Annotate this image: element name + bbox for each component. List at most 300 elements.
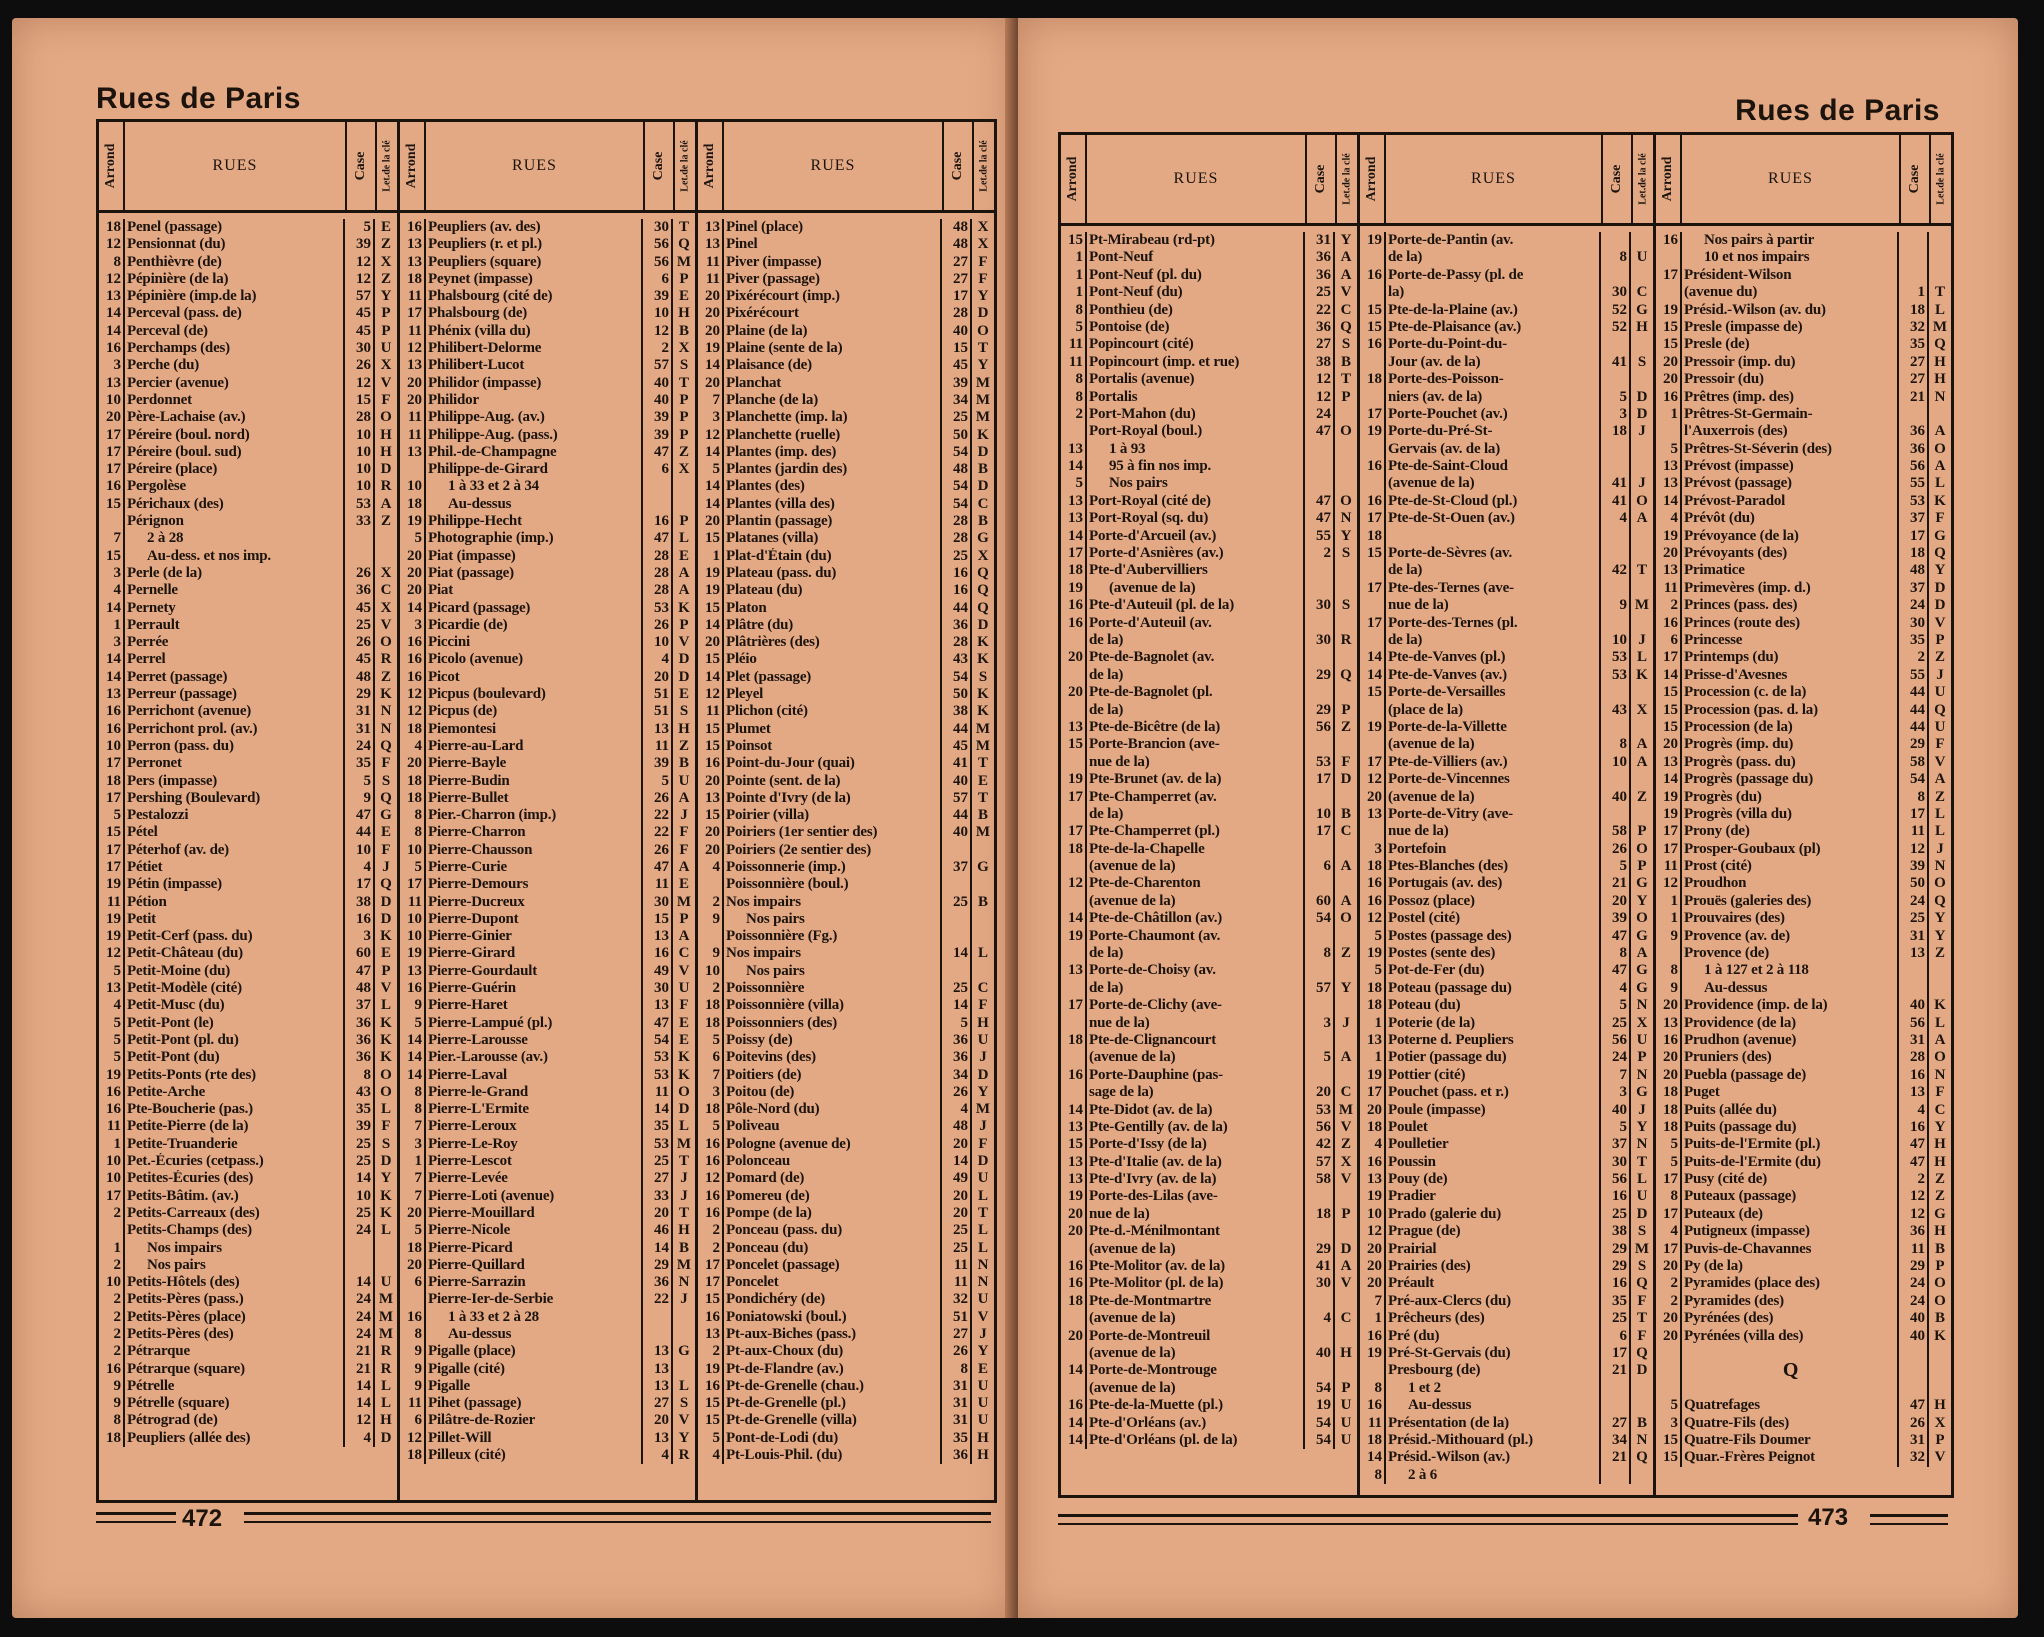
street-row xyxy=(1656,1293,1951,1310)
case-number: 8 xyxy=(1601,736,1631,753)
street-row xyxy=(1656,997,1951,1014)
arrondissement: 13 xyxy=(1367,1171,1382,1188)
case-number: 14 xyxy=(345,1274,375,1291)
street-name: Phalsbourg (de) xyxy=(424,305,643,322)
street-name: Pte-de-Bicêtre (de la) xyxy=(1085,719,1305,736)
street-name: Pot-de-Fer (du) xyxy=(1384,962,1601,979)
case-number: 22 xyxy=(643,824,673,841)
street-name: Porte-d'Arcueil (av.) xyxy=(1085,528,1305,545)
street-row xyxy=(1061,928,1357,945)
key-letter xyxy=(1929,980,1951,997)
key-letter: T xyxy=(1636,562,1647,579)
street-row xyxy=(1360,980,1653,997)
street-row xyxy=(1360,754,1653,771)
street-name: (avenue de la) xyxy=(1384,789,1601,806)
key-letter: B xyxy=(1340,353,1351,370)
key-letter: M xyxy=(676,1256,692,1273)
key-letter: Q xyxy=(977,582,989,599)
case-label: Case xyxy=(1313,164,1328,194)
arrondissement: 4 xyxy=(712,858,720,875)
street-name: Au-dessus xyxy=(424,496,643,513)
street-name: Pierre-Girard xyxy=(424,945,643,962)
case-number: 44 xyxy=(942,807,972,824)
street-row xyxy=(1061,736,1357,753)
case-number: 28 xyxy=(942,305,972,322)
key-letter xyxy=(972,911,994,928)
street-name: Plet (passage) xyxy=(722,669,942,686)
street-row xyxy=(1360,354,1653,371)
case-number: 49 xyxy=(942,1170,972,1187)
key-letter: S xyxy=(1341,597,1351,614)
street-row xyxy=(400,842,695,859)
arrondissement: 13 xyxy=(1068,492,1083,509)
arrond-header xyxy=(1061,135,1085,223)
arrondissement: 4 xyxy=(712,1447,720,1464)
street-row xyxy=(1061,789,1357,806)
street-name: Pier.-Charron (imp.) xyxy=(424,807,643,824)
key-letter: P xyxy=(381,305,391,322)
case-number: 48 xyxy=(345,669,375,686)
key-letter xyxy=(1631,615,1653,632)
case-number: 52 xyxy=(1601,319,1631,336)
case-number: 41 xyxy=(1305,1258,1335,1275)
key-letter: U xyxy=(380,340,392,357)
arrondissement xyxy=(1061,1380,1085,1397)
case-number: 16 xyxy=(942,582,972,599)
street-name: Pétrelle xyxy=(123,1378,345,1395)
case-number: 17 xyxy=(1305,823,1335,840)
case-number: 45 xyxy=(942,738,972,755)
arrondissement: 16 xyxy=(1068,597,1083,614)
key-letter: P xyxy=(679,270,689,287)
arrondissement: 8 xyxy=(414,1326,422,1342)
arrondissement: 17 xyxy=(1367,1084,1382,1101)
street-row xyxy=(400,738,695,755)
arrondissement: 17 xyxy=(1068,545,1083,562)
key-letter: H xyxy=(977,1429,989,1446)
street-row xyxy=(99,928,397,945)
street-row xyxy=(400,617,695,634)
key-letter: U xyxy=(1636,1188,1648,1205)
key-letter: A xyxy=(678,858,690,875)
arrondissement: 14 xyxy=(407,1066,422,1083)
street-row xyxy=(1360,1223,1653,1240)
case-number: 3 xyxy=(1305,1015,1335,1032)
case-number: 21 xyxy=(1601,1362,1631,1379)
arrondissement: 17 xyxy=(1663,840,1678,857)
street-name: Procession (c. de la) xyxy=(1680,684,1899,701)
case-number xyxy=(1601,580,1631,597)
case-number: 31 xyxy=(345,721,375,738)
case-number: 35 xyxy=(643,1118,673,1135)
street-name: nue de la) xyxy=(1085,1015,1305,1032)
arrondissement: 16 xyxy=(1068,1397,1083,1414)
street-row xyxy=(99,305,397,322)
case-number: 16 xyxy=(345,911,375,928)
arrondissement: 2 xyxy=(113,1343,121,1360)
key-letter: J xyxy=(1638,1101,1646,1118)
case-number: 58 xyxy=(1305,1171,1335,1188)
arrondissement: 20 xyxy=(407,1204,422,1221)
street-row xyxy=(400,1309,695,1326)
case-number xyxy=(942,928,972,945)
key-letter: X xyxy=(380,564,392,581)
street-name: Pigalle (cité) xyxy=(424,1361,643,1378)
street-name: 2 à 6 xyxy=(1384,1467,1601,1484)
street-name: Pierre-Guérin xyxy=(424,980,643,997)
street-name: Peupliers (allée des) xyxy=(123,1430,345,1447)
key-letter: J xyxy=(1342,1014,1350,1031)
street-row xyxy=(1360,1136,1653,1153)
key-letter: Y xyxy=(1340,527,1352,544)
street-name: (avenue de la) xyxy=(1085,893,1305,910)
key-letter: A xyxy=(1340,892,1352,909)
arrondissement: 15 xyxy=(1068,736,1083,753)
street-name: (avenue de la) xyxy=(1085,1310,1305,1327)
key-letter: H xyxy=(1340,1345,1352,1361)
street-row xyxy=(1360,789,1653,806)
street-row xyxy=(99,859,397,876)
street-row xyxy=(99,1049,397,1066)
case-number: 16 xyxy=(643,513,673,530)
case-number: 47 xyxy=(1899,1154,1929,1171)
case-number: 17 xyxy=(1601,1345,1631,1362)
arrondissement: 19 xyxy=(1663,805,1678,822)
column-header xyxy=(698,122,994,213)
arrondissement: 20 xyxy=(407,1256,422,1273)
case-number: 5 xyxy=(1601,1119,1631,1136)
street-name: Petit-Pont (pl. du) xyxy=(123,1032,345,1049)
street-name: Pointe d'Ivry (de la) xyxy=(722,790,942,807)
key-letter: Q xyxy=(977,564,989,581)
street-name: Plichon (cité) xyxy=(722,703,942,720)
street-row xyxy=(99,219,397,236)
street-row xyxy=(1656,1397,1951,1414)
case-number xyxy=(345,1240,375,1257)
case-number: 27 xyxy=(942,254,972,271)
street-row xyxy=(400,824,695,841)
arrondissement: 13 xyxy=(407,357,422,374)
key-letter: H xyxy=(1934,1153,1946,1170)
street-name: Peupliers (r. et pl.) xyxy=(424,236,643,253)
arrondissement: 3 xyxy=(1374,840,1382,857)
arrondissement: 18 xyxy=(1663,1118,1678,1135)
case-number: 31 xyxy=(942,1378,972,1395)
street-row xyxy=(1360,841,1653,858)
case-number: 47 xyxy=(345,963,375,980)
street-row xyxy=(400,305,695,322)
arrondissement: 11 xyxy=(106,893,121,910)
case-number: 24 xyxy=(345,1291,375,1308)
street-name: de la) xyxy=(1085,702,1305,719)
street-name: Pusy (cité de) xyxy=(1680,1171,1899,1188)
case-number: 26 xyxy=(1899,1415,1929,1432)
street-row xyxy=(1656,302,1951,319)
street-name: Petite-Arche xyxy=(123,1084,345,1101)
street-name: Pierre-Dupont xyxy=(424,911,643,928)
street-name: Plantes (jardin des) xyxy=(722,461,942,478)
case-number: 44 xyxy=(345,824,375,841)
street-row xyxy=(400,980,695,997)
case-number: 30 xyxy=(643,980,673,997)
key-letter: D xyxy=(977,478,989,495)
street-name: Photographie (imp.) xyxy=(424,530,643,547)
case-number: 12 xyxy=(1899,841,1929,858)
street-name: Perrel xyxy=(123,651,345,668)
street-name: Prêtres-St-Germain- xyxy=(1680,406,1899,423)
street-name: Perceval (pass. de) xyxy=(123,305,345,322)
arrondissement: 5 xyxy=(1670,1397,1678,1414)
key-letter xyxy=(1631,267,1653,284)
key-letter: K xyxy=(380,928,392,945)
lettre-label: Let.de la clé xyxy=(1637,153,1649,205)
arrondissement: 9 xyxy=(414,1360,422,1377)
street-name: Pouchet (pass. et r.) xyxy=(1384,1084,1601,1101)
arrondissement xyxy=(1656,423,1680,440)
key-letter: H xyxy=(380,443,392,460)
key-letter: Z xyxy=(1934,1171,1945,1188)
street-row xyxy=(698,478,994,495)
key-letter xyxy=(1335,441,1357,458)
arrondissement: 20 xyxy=(705,322,720,339)
street-row xyxy=(99,427,397,444)
key-letter xyxy=(1929,249,1951,266)
arrondissement: 20 xyxy=(1367,1275,1382,1292)
arrondissement: 16 xyxy=(407,1308,422,1325)
case-number: 39 xyxy=(1899,858,1929,875)
street-row xyxy=(400,288,695,305)
key-letter: U xyxy=(380,1274,392,1291)
arrondissement: 5 xyxy=(113,1014,121,1031)
street-name: Petits-Pères (place) xyxy=(123,1309,345,1326)
arrondissement: 7 xyxy=(414,1170,422,1187)
case-number: 40 xyxy=(1899,997,1929,1014)
key-letter: T xyxy=(977,1204,988,1221)
arrondissement: 5 xyxy=(712,1429,720,1446)
arrondissement: 7 xyxy=(113,530,121,547)
street-row xyxy=(1656,702,1951,719)
case-number xyxy=(1899,232,1929,249)
arrondissement: 9 xyxy=(1670,979,1678,996)
case-number: 36 xyxy=(345,1015,375,1032)
case-number xyxy=(942,876,972,893)
arrondissement: 14 xyxy=(407,599,422,616)
arrondissement: 1 xyxy=(414,1153,422,1170)
street-row xyxy=(400,1032,695,1049)
case-number: 24 xyxy=(1899,597,1929,614)
arrondissement: 5 xyxy=(712,461,720,478)
street-row xyxy=(698,1084,994,1101)
arrondissement xyxy=(1061,1310,1085,1327)
case-number: 11 xyxy=(942,1274,972,1291)
key-letter: P xyxy=(1935,631,1945,648)
arrondissement xyxy=(1360,632,1384,649)
case-number: 37 xyxy=(942,859,972,876)
arrondissement: 20 xyxy=(106,409,121,426)
arrondissement: 20 xyxy=(705,772,720,789)
street-row xyxy=(1656,754,1951,771)
key-letter: K xyxy=(1934,1327,1946,1344)
street-row xyxy=(1061,1084,1357,1101)
street-name: Pte-de-Saint-Cloud xyxy=(1384,458,1601,475)
street-name: Pte-des-Ternes (ave- xyxy=(1384,580,1601,597)
arrondissement: 15 xyxy=(106,547,121,564)
arrondissement: 19 xyxy=(1367,718,1382,735)
arrondissement: 2 xyxy=(113,1256,121,1273)
lettre-header xyxy=(375,122,397,210)
key-letter: Z xyxy=(678,737,689,754)
case-number: 25 xyxy=(942,980,972,997)
case-number: 27 xyxy=(942,271,972,288)
key-letter: H xyxy=(977,1014,989,1031)
street-row xyxy=(1360,510,1653,527)
street-row xyxy=(400,1118,695,1135)
key-letter: L xyxy=(380,1222,391,1239)
case-number: 25 xyxy=(1601,1310,1631,1327)
case-number: 16 xyxy=(643,945,673,962)
street-row xyxy=(1656,232,1951,249)
street-row xyxy=(1656,1206,1951,1223)
street-row xyxy=(698,911,994,928)
case-number xyxy=(1601,684,1631,701)
arrondissement: 9 xyxy=(113,1395,121,1412)
street-name: Pt-Louis-Phil. (du) xyxy=(722,1447,942,1464)
arrondissement: 13 xyxy=(106,686,121,703)
key-letter xyxy=(1631,1397,1653,1414)
street-name: Au-dessus xyxy=(1384,1397,1601,1414)
street-name: Penel (passage) xyxy=(123,219,345,236)
key-letter xyxy=(1335,1032,1357,1049)
case-number xyxy=(1601,232,1631,249)
key-letter: D xyxy=(380,910,392,927)
arrondissement: 13 xyxy=(705,1326,720,1342)
key-letter xyxy=(1335,562,1357,579)
key-letter: A xyxy=(678,564,690,581)
case-number: 26 xyxy=(345,565,375,582)
arrondissement: 19 xyxy=(705,340,720,357)
arrondissement: 6 xyxy=(414,1412,422,1429)
street-name: Petits-Bâtim. (av.) xyxy=(123,1188,345,1205)
street-row xyxy=(99,755,397,772)
street-row xyxy=(698,721,994,738)
arrondissement: 14 xyxy=(407,1031,422,1048)
arrondissement: 17 xyxy=(1068,823,1083,840)
street-row xyxy=(99,461,397,478)
arrondissement: 12 xyxy=(407,1429,422,1446)
case-number: 45 xyxy=(345,600,375,617)
street-row xyxy=(1656,1223,1951,1240)
key-letter: T xyxy=(977,789,988,806)
case-number: 17 xyxy=(1899,806,1929,823)
street-row xyxy=(99,617,397,634)
key-letter xyxy=(1631,719,1653,736)
street-name: Pte-Molitor (av. de la) xyxy=(1085,1258,1305,1275)
case-number: 25 xyxy=(345,1136,375,1153)
street-name: Poncelet (passage) xyxy=(722,1257,942,1274)
street-name: Pte-de-St-Cloud (pl.) xyxy=(1384,493,1601,510)
key-letter: P xyxy=(679,910,689,927)
arrondissement: 20 xyxy=(407,374,422,391)
arrondissement: 19 xyxy=(106,928,121,945)
street-name: Pte-Didot (av. de la) xyxy=(1085,1102,1305,1119)
arrondissement xyxy=(1360,597,1384,614)
street-name: Prévost (impasse) xyxy=(1680,458,1899,475)
street-row xyxy=(1360,423,1653,440)
key-letter xyxy=(972,876,994,893)
street-name: de la) xyxy=(1384,632,1601,649)
street-name: Au-dessus xyxy=(424,1326,643,1343)
arrondissement: 19 xyxy=(1367,1066,1382,1083)
case-number: 53 xyxy=(643,1067,673,1084)
street-row xyxy=(99,1136,397,1153)
street-name: Pierre-Chausson xyxy=(424,842,643,859)
street-row xyxy=(1360,302,1653,319)
key-letter: T xyxy=(977,755,988,772)
arrondissement: 5 xyxy=(414,530,422,547)
case-number: 30 xyxy=(1305,632,1335,649)
street-name: nue de la) xyxy=(1384,597,1601,614)
street-name: Pte-de-Vanves (pl.) xyxy=(1384,649,1601,666)
case-number: 19 xyxy=(1305,1397,1335,1414)
key-letter: P xyxy=(679,409,689,426)
street-row xyxy=(698,1032,994,1049)
key-letter xyxy=(1631,528,1653,545)
key-letter: U xyxy=(1934,718,1946,735)
key-letter: J xyxy=(979,1118,987,1135)
arrondissement: 20 xyxy=(1367,1258,1382,1275)
arrondissement: 4 xyxy=(414,737,422,754)
street-name: Poncelet xyxy=(722,1274,942,1291)
street-name: Q xyxy=(1680,1362,1899,1379)
case-number: 54 xyxy=(942,669,972,686)
street-name: Prairies (des) xyxy=(1384,1258,1601,1275)
street-row xyxy=(1061,1223,1357,1240)
case-number: 54 xyxy=(1305,910,1335,927)
case-number: 13 xyxy=(643,928,673,945)
key-letter: L xyxy=(1934,301,1945,318)
key-letter: D xyxy=(1636,405,1648,422)
case-number: 29 xyxy=(1305,702,1335,719)
key-letter: L xyxy=(977,1239,988,1256)
key-letter: Y xyxy=(1636,1118,1648,1135)
arrondissement: 12 xyxy=(705,426,720,443)
case-number: 13 xyxy=(643,721,673,738)
arrondissement: 11 xyxy=(1068,353,1083,370)
arrondissement: 14 xyxy=(705,495,720,512)
arrondissement: 17 xyxy=(1663,649,1678,666)
arrondissement: 5 xyxy=(113,807,121,824)
arrondissement: 14 xyxy=(1068,458,1083,475)
street-row xyxy=(400,773,695,790)
case-number: 36 xyxy=(345,1049,375,1066)
case-number: 57 xyxy=(643,357,673,374)
street-name: Porte-Chaumont (av. xyxy=(1085,928,1305,945)
case-number xyxy=(1601,545,1631,562)
street-row xyxy=(1360,232,1653,249)
case-number: 2 xyxy=(643,340,673,357)
street-row xyxy=(698,1309,994,1326)
street-name: Perronet xyxy=(123,755,345,772)
street-name: Pré-aux-Clercs (du) xyxy=(1384,1293,1601,1310)
street-name: Pigalle (place) xyxy=(424,1343,643,1360)
case-number: 56 xyxy=(1601,1171,1631,1188)
street-name: Perchamps (des) xyxy=(123,340,345,357)
street-name: Progrès (imp. du) xyxy=(1680,736,1899,753)
street-name: de la) xyxy=(1384,249,1601,266)
arrondissement: 18 xyxy=(705,997,720,1014)
street-name: Planchette (ruelle) xyxy=(722,427,942,444)
case-number: 36 xyxy=(1305,249,1335,266)
